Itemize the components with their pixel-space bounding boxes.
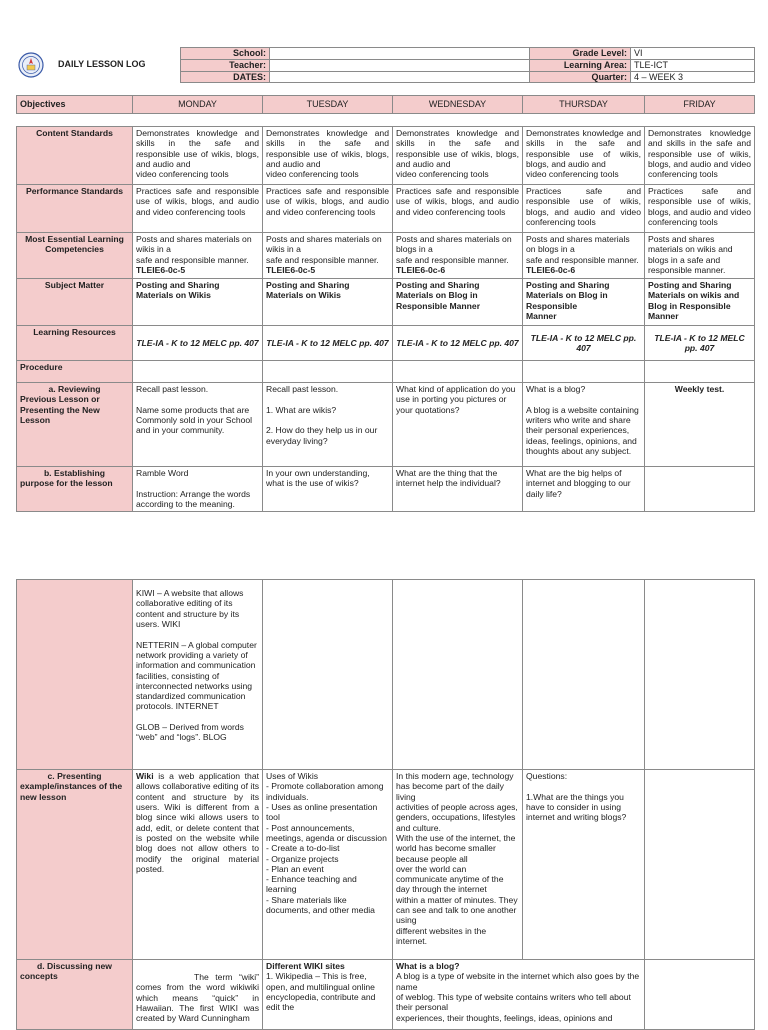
cell: Recall past lesson. Name some products that are Commonly sold in your School and in your community. [133,383,263,467]
wiki-sites-text: 1. Wikipedia – This is free, open, and multilingual online encyclopedia, contribute and edit the [266,971,376,1013]
row-label-heading: c. Presenting [47,771,102,781]
cell [645,770,755,960]
competencies-row [17,233,755,279]
row-label-heading: b. Establishing [43,468,106,478]
cell [523,580,645,770]
competency-code: TLEIE6-0c-5 [266,264,316,275]
cell [393,960,645,1030]
cell: Posting and Sharing Materials on wikis and Blog in Responsible Manner [645,279,755,326]
competency-code: TLEIE6-0c-5 [136,264,186,275]
wiki-sites-title: Different WIKI sites [266,961,345,971]
cell: TLE-IA - K to 12 MELC pp. 407 [133,326,263,361]
dates-field [270,71,530,83]
row-label-detail: concepts [20,971,58,982]
cell: Demonstrates knowledge and skills in the safe and responsible use of wikis, blogs, and audio and video conferencing tools [133,127,263,185]
cell [645,467,755,512]
content-standards-row [17,127,755,185]
row-label: Performance Standards [17,185,133,233]
continuation-row [17,580,755,770]
cell: What kind of application do you use in porting you pictures or your quotations? [393,383,523,467]
row-label: Most Essential Learning Competencies [17,233,133,279]
grade-level-label: Grade Level: [530,48,631,60]
cell [133,233,263,279]
row-label-heading: d. Discussing new [37,961,112,971]
learning-area-value: TLE-ICT [631,59,755,71]
cell [263,233,393,279]
performance-standards-row [17,185,755,233]
lesson-log-table [16,126,755,512]
cell [523,361,645,383]
cell: Posting and Sharing Materials on Wikis [263,279,393,326]
cell: Recall past lesson. 1. What are wikis? 2. How do they help us in our everyday living? [263,383,393,467]
cell: Posting and Sharing Materials on Blog in Responsible Manner [523,279,645,326]
cell: Practices safe and responsible use of wikis, blogs, and audio and video conferencing tools [393,185,523,233]
teacher-field [270,59,530,71]
cell: TLE-IA - K to 12 MELC pp. 407 [263,326,393,361]
wiki-term: Wiki [136,771,154,781]
cell: Posting and Sharing Materials on Blog in Responsible Manner [393,279,523,326]
row-label: Procedure [17,361,133,383]
cell [645,580,755,770]
competency-text: Posts and shares materials on blogs in a safe and responsible manner. [396,234,512,265]
dates-label: DATES: [181,71,270,83]
day-header-table [16,95,755,114]
learning-area-label: Learning Area: [530,59,631,71]
establishing-row [17,467,755,512]
row-label: Content Standards [17,127,133,185]
cell [263,960,393,1030]
cell: TLE-IA - K to 12 MELC pp. 407 [645,326,755,361]
thursday-header: THURSDAY [523,96,645,114]
cell: Weekly test. [645,383,755,467]
competency-text: Posts and shares materials on wikis and blogs in a safe and responsible manner. [648,234,733,275]
row-label-detail: purpose for the lesson [20,478,113,489]
cell [645,960,755,1030]
blog-text: A blog is a type of website in the internet which also goes by the name of weblog. This type of website contains writers who tell about their personal experiences, their thoughts, feelings, ideas, opinions and [396,971,640,1023]
cell [263,580,393,770]
cell [133,770,263,960]
cell: Demonstrates knowledge and skills in the safe and responsible use of wikis, blogs, and audio and video conferencing tools [393,127,523,185]
cell [523,233,645,279]
row-label [17,960,133,1030]
procedure-row [17,361,755,383]
cell [263,361,393,383]
monday-header: MONDAY [133,96,263,114]
cell: Practices safe and responsible use of wikis, blogs, and audio and video conferencing tools [645,185,755,233]
cell: Ramble Word Instruction: Arrange the words according to the meaning. [133,467,263,512]
cell [393,233,523,279]
blog-title: What is a blog? [396,961,460,971]
tuesday-header: TUESDAY [263,96,393,114]
quarter-label: Quarter: [530,71,631,83]
deped-seal-icon [18,52,44,78]
presenting-row [17,770,755,960]
quarter-value: 4 – WEEK 3 [631,71,755,83]
school-label: School: [181,48,270,60]
cell [133,361,263,383]
teacher-label: Teacher: [181,59,270,71]
cell [645,361,755,383]
cell: Practices safe and responsible use of wikis, blogs, and audio and video conferencing tools [133,185,263,233]
competency-code: TLEIE6-0c-6 [396,264,446,275]
cell: Demonstrates knowledge and skills in the safe and responsible use of wikis, blogs, and audio and video conferencing tools [523,127,645,185]
cell [393,580,523,770]
cell: Practices safe and responsible use of wikis, blogs, and audio and video conferencing tools [523,185,645,233]
learning-resources-row [17,326,755,361]
row-label: Subject Matter [17,279,133,326]
lesson-log-table-continued [16,579,755,1030]
discussing-row [17,960,755,1030]
cell: Questions: 1.What are the things you have to consider in using internet and writing blogs? [523,770,645,960]
wednesday-header: WEDNESDAY [393,96,523,114]
subject-matter-row [17,279,755,326]
row-label [17,467,133,512]
cell: Demonstrates knowledge and skills in the safe and responsible use of wikis, blogs, and audio and video conferencing tools [645,127,755,185]
cell: TLE-IA - K to 12 MELC pp. 407 [393,326,523,361]
cell: The term “wiki” comes from the word wikiwiki which means “quick” in Hawaiian. The first WIKI was created by Ward Cunningham [133,960,263,1030]
row-label [17,580,133,770]
competency-text: Posts and shares materials on blogs in a safe and responsible manner. [526,234,639,265]
cell: TLE-IA - K to 12 MELC pp. 407 [523,326,645,361]
wiki-definition: is a web application that allows collaborative editing of its content and structure by its users. Wiki is different from a blog since wiki allows users to add, edit, or delete content that is posted on the website while blog does not allow others to modify the original material posted. [136,771,259,874]
cell [393,361,523,383]
row-label-detail: example/instances of the new lesson [20,781,123,802]
header-info-table [180,47,755,83]
cell: In your own understanding, what is the use of wikis? [263,467,393,512]
cell: In this modern age, technology has become part of the daily living activities of people across ages, genders, occupations, lifestyles and culture. With the use of the internet, the world has become smaller because people all over the world can communicate anytime of the day through the internet within a matter of minutes. They can see and talk to one another using different websites in the internet. [393,770,523,960]
grade-level-value: VI [631,48,755,60]
competency-text: Posts and shares materials on wikis in a safe and responsible manner. [136,234,252,265]
row-label-heading: a. Reviewing [48,384,101,394]
competency-code: TLEIE6-0c-6 [526,264,576,275]
cell: KIWI – A website that allows collaborative editing of its content and structure by its users. WIKI NETTERIN – A global computer network providing a variety of information and communication facilities, consisting of interconnected networks using standardized communication protocols. INTERNET GLOB – Derived from words “web” and “logs”. BLOG [133,580,263,770]
row-label: Learning Resources [17,326,133,361]
row-label [17,770,133,960]
friday-header: FRIDAY [645,96,755,114]
row-label-detail: Previous Lesson or Presenting the New Lesson [20,394,100,425]
cell [645,233,755,279]
cell: Posting and Sharing Materials on Wikis [133,279,263,326]
cell: What are the big helps of internet and blogging to our daily life? [523,467,645,512]
reviewing-row [17,383,755,467]
cell: Practices safe and responsible use of wikis, blogs, and audio and video conferencing tools [263,185,393,233]
cell: Uses of Wikis - Promote collaboration among individuals. - Uses as online presentation tool - Post announcements, meetings, agenda or discussion - Create a to-do-list - Organize projects - Plan an event - Enhance teaching and learning - Share materials like documents, and other media [263,770,393,960]
objectives-header: Objectives [17,96,133,114]
cell: What is a blog? A blog is a website containing writers who write and share their personal experiences, ideas, feelings, opinions, and thoughts about any subject. [523,383,645,467]
competency-text: Posts and shares materials on wikis in a safe and responsible manner. [266,234,382,265]
row-label [17,383,133,467]
school-field [270,48,530,60]
document-title: DAILY LESSON LOG [58,59,146,69]
cell: What are the thing that the internet help the individual? [393,467,523,512]
cell: Demonstrates knowledge and skills in the safe and responsible use of wikis, blogs, and audio and video conferencing tools [263,127,393,185]
